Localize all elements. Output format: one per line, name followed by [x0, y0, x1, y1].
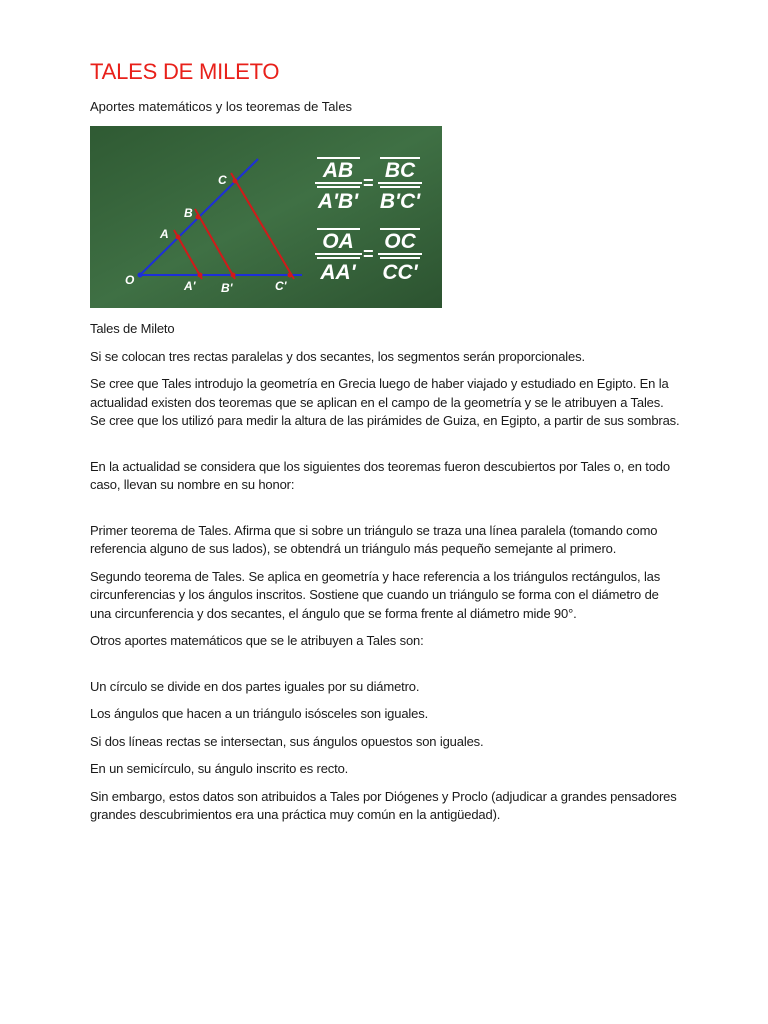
formula2-equals: =	[362, 244, 374, 264]
label-c-prime: C'	[275, 279, 287, 293]
paragraph-attribution: Sin embargo, estos datos son atribuidos a Tales por Diógenes y Proclo (adjudicar a grandes pensadores grandes descubrimientos era una práctica muy común en la antigüedad).	[90, 788, 677, 822]
formula1-num-right: BC	[384, 159, 416, 182]
figure-caption: Tales de Mileto	[90, 321, 175, 336]
point-a	[176, 235, 181, 240]
spacer	[90, 440, 680, 458]
point-b-prime	[231, 273, 236, 278]
label-a-prime: A'	[184, 279, 196, 293]
formula1-equals: =	[362, 173, 374, 193]
formula2-den-right: CC'	[382, 261, 418, 284]
formula2-num-left: OA	[322, 230, 354, 253]
spacer	[90, 660, 680, 678]
label-b: B	[184, 206, 193, 220]
formula1-num-left: AB	[322, 159, 354, 182]
page-title: TALES DE MILETO	[90, 59, 280, 84]
chalkboard-figure	[90, 126, 442, 308]
point-o	[138, 273, 143, 278]
formula1-den-right: B'C'	[379, 190, 421, 213]
label-a: A	[160, 227, 169, 241]
point-a-prime	[198, 273, 203, 278]
point-c-prime	[288, 273, 293, 278]
formula2-den-left: AA'	[320, 261, 356, 284]
paragraph-parallel-lines: Si se colocan tres rectas paralelas y dos secantes, los segmentos serán proporcionales.	[90, 348, 585, 364]
point-c	[233, 179, 238, 184]
list-item: Un círculo se divide en dos partes iguales por su diámetro.	[90, 678, 420, 694]
label-o: O	[125, 273, 135, 287]
spacer	[90, 504, 680, 522]
paragraph-other-contributions: Otros aportes matemáticos que se le atribuyen a Tales son:	[90, 633, 424, 648]
list-item: Si dos líneas rectas se intersectan, sus ángulos opuestos son iguales.	[90, 733, 484, 749]
label-c: C	[218, 173, 227, 187]
formula1-den-left: A'B'	[317, 190, 359, 213]
paragraph-first-theorem: Primer teorema de Tales. Afirma que si sobre un triángulo se traza una línea paralela (tomando como referencia alguno de sus lados), se obtendrá un triángulo más pequeño semejante al primero.	[90, 522, 658, 556]
document-page	[90, 58, 680, 834]
paragraph-two-theorems: En la actualidad se considera que los siguientes dos teoremas fueron descubiertos por Tales o, en todo caso, llevan su nombre en su honor:	[90, 458, 670, 492]
list-item: Los ángulos que hacen a un triángulo isósceles son iguales.	[90, 706, 429, 721]
paragraph-intro-egypt: Se cree que Tales introdujo la geometría en Grecia luego de haber viajado y estudiado en Egipto. En la actualidad existen dos teoremas que se aplican en el campo de la geometría y se le atribuyen a Tales. Se cree que los utilizó para medir la altura de las pirámides de Guiza, en Egipto, a partir de sus sombras.	[90, 376, 680, 428]
page-subtitle: Aportes matemáticos y los teoremas de Tales	[90, 99, 353, 114]
paragraph-second-theorem: Segundo teorema de Tales. Se aplica en geometría y hace referencia a los triángulos rectángulos, las circunferencias y los ángulos inscritos. Sostiene que cuando un triángulo se forma con el diámetro de una circunferencia y dos secantes, el ángulo que se forma frente al diámetro mide 90°.	[90, 568, 661, 621]
formula2-num-right: OC	[384, 230, 416, 253]
point-b	[196, 215, 201, 220]
label-b-prime: B'	[221, 281, 233, 295]
list-item: En un semicírculo, su ángulo inscrito es recto.	[90, 761, 349, 776]
